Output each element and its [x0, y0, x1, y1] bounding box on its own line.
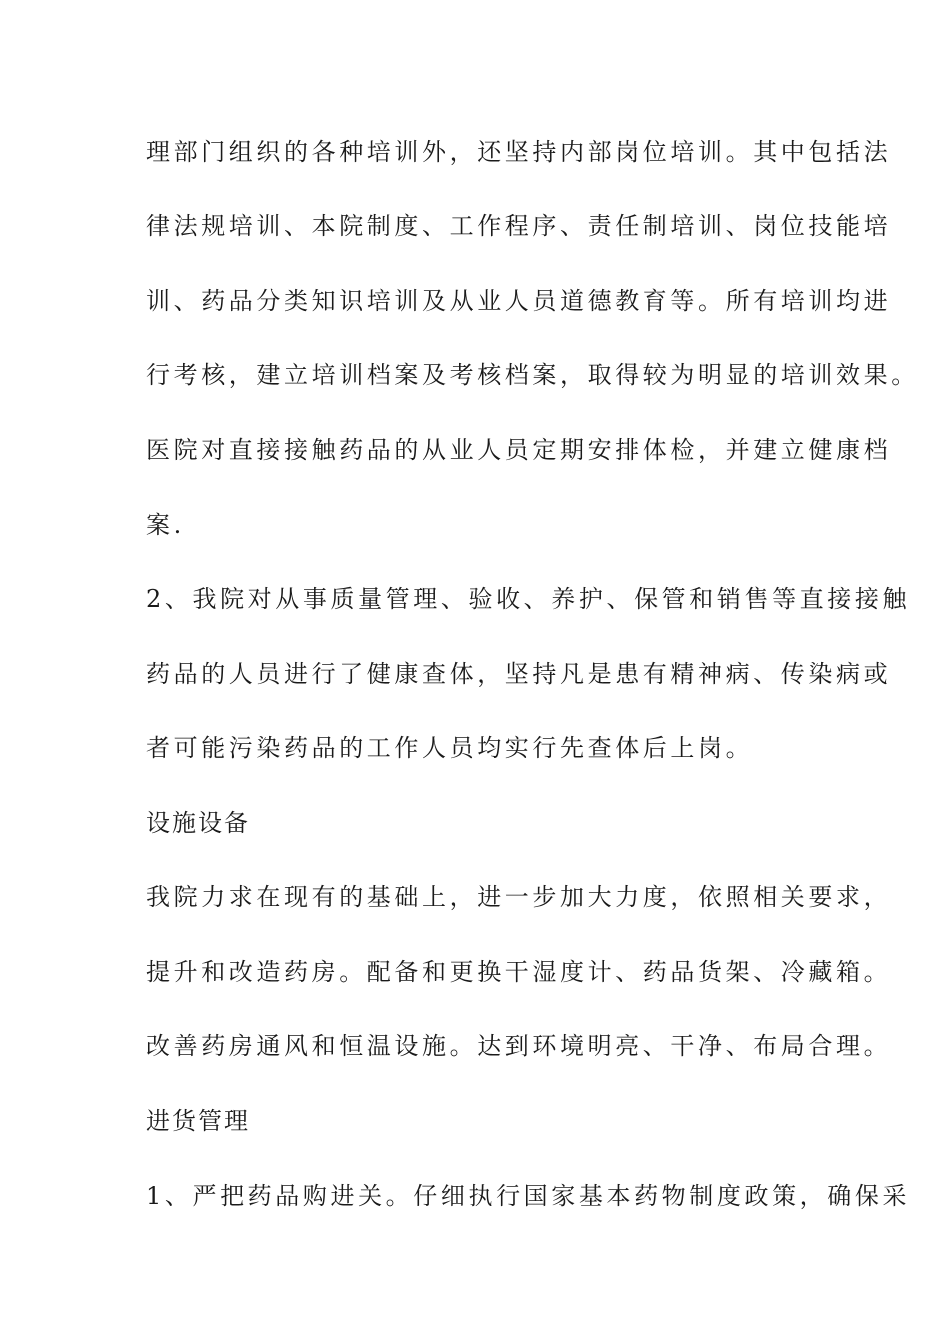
paragraph-line-1: 理部门组织的各种培训外，还坚持内部岗位培训。其中包括法 — [146, 138, 892, 166]
paragraph-line-2: 律法规培训、本院制度、工作程序、责任制培训、岗位技能培 — [146, 212, 892, 240]
paragraph-line-13: 1、严把药品购进关。仔细执行国家基本药物制度政策，确保采 — [146, 1182, 911, 1210]
paragraph-line-5: 医院对直接接触药品的从业人员定期安排体检，并建立健康档 — [146, 436, 892, 464]
paragraph-line-11: 提升和改造药房。配备和更换干湿度计、药品货架、冷藏箱。 — [146, 958, 892, 986]
section-heading-purchasing: 进货管理 — [146, 1107, 250, 1135]
section-heading-facilities: 设施设备 — [146, 809, 250, 837]
paragraph-line-12: 改善药房通风和恒温设施。达到环境明亮、干净、布局合理。 — [146, 1032, 892, 1060]
paragraph-line-3: 训、药品分类知识培训及从业人员道德教育等。所有培训均进 — [146, 287, 892, 315]
paragraph-line-6: 案. — [146, 511, 185, 539]
paragraph-line-7: 2、我院对从事质量管理、验收、养护、保管和销售等直接接触 — [146, 585, 911, 613]
paragraph-line-8: 药品的人员进行了健康查体，坚持凡是患有精神病、传染病或 — [146, 660, 892, 688]
paragraph-line-10: 我院力求在现有的基础上，进一步加大力度，依照相关要求， — [146, 883, 892, 911]
paragraph-line-9: 者可能污染药品的工作人员均实行先查体后上岗。 — [146, 734, 754, 762]
paragraph-line-4: 行考核，建立培训档案及考核档案，取得较为明显的培训效果。 — [146, 361, 919, 389]
